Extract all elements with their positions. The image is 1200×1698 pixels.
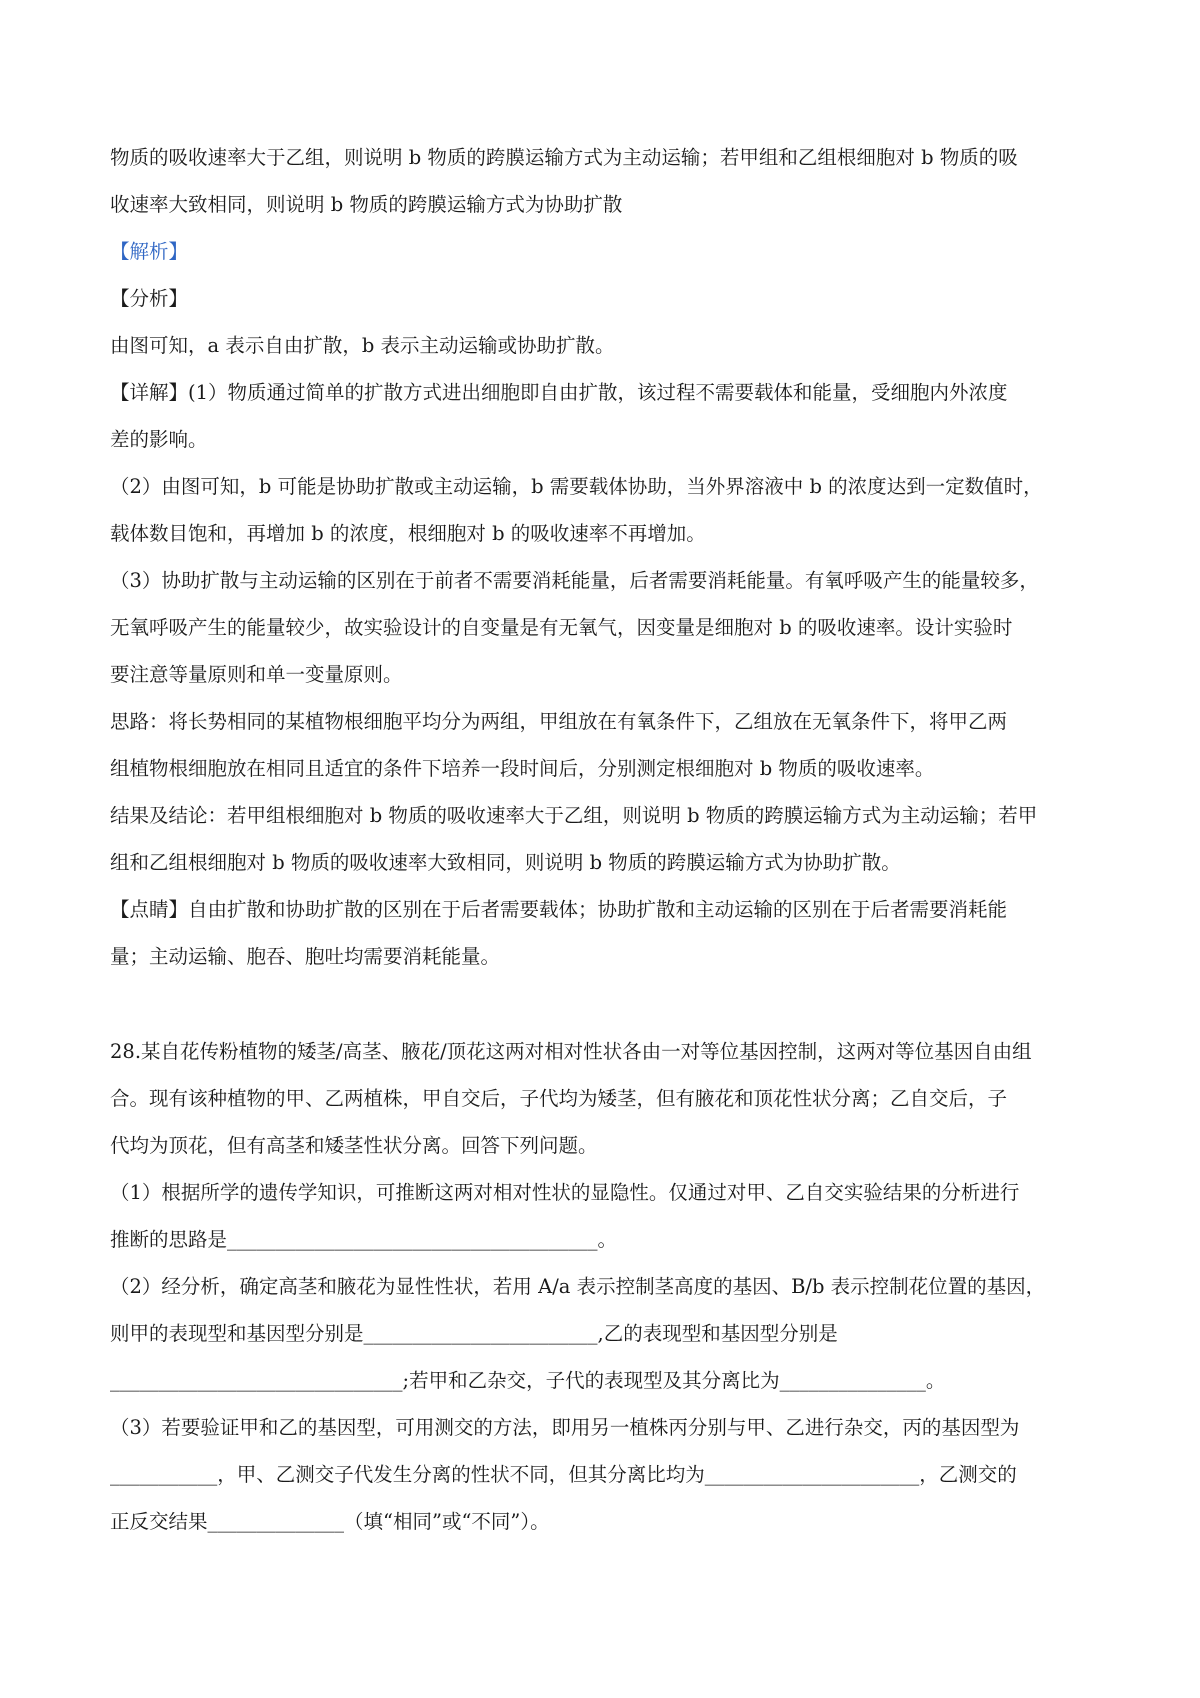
silu-line2: 组植物根细胞放在相同且适宜的条件下培养一段时间后，分别测定根细胞对 b 物质的吸收速率。 bbox=[110, 757, 935, 780]
q28-part3-line1: （3）若要验证甲和乙的基因型，可用测交的方法，即用另一植株丙分别与甲、乙进行杂交，丙的基因型为 bbox=[110, 1416, 1020, 1439]
xiangjie-part2-line2: 载体数目饱和，再增加 b 的浓度，根细胞对 b 的吸收速率不再增加。 bbox=[110, 522, 706, 545]
fenxi-heading: 【分析】 bbox=[110, 287, 189, 310]
xiangjie-part2-line1: （2）由图可知，b 可能是协助扩散或主动运输，b 需要载体协助，当外界溶液中 b 的浓度达到一定数值时， bbox=[110, 475, 1043, 498]
fenxi-text: 由图可知，a 表示自由扩散，b 表示主动运输或协助扩散。 bbox=[110, 334, 615, 357]
q28-stem-line3: 代均为顶花，但有高茎和矮茎性状分离。回答下列问题。 bbox=[110, 1134, 598, 1157]
xiangjie-part1-line1: 【详解】(1）物质通过简单的扩散方式进出细胞即自由扩散，该过程不需要载体和能量，受细胞内外浓度 bbox=[110, 381, 1008, 404]
dianjing-line2: 量；主动运输、胞吞、胞吐均需要消耗能量。 bbox=[110, 945, 501, 968]
answer-continuation-line-1: 物质的吸收速率大于乙组，则说明 b 物质的跨膜运输方式为主动运输；若甲组和乙组根细胞对 b 物质的吸 bbox=[110, 146, 1018, 169]
q28-part3-line3: 正反交结果______________（填“相同”或“不同”）。 bbox=[110, 1510, 550, 1533]
xiangjie-part3-line3: 要注意等量原则和单一变量原则。 bbox=[110, 663, 403, 686]
dianjing-line1: 【点睛】自由扩散和协助扩散的区别在于后者需要载体；协助扩散和主动运输的区别在于后者需要消耗能 bbox=[110, 898, 1008, 921]
answer-continuation-line-2: 收速率大致相同，则说明 b 物质的跨膜运输方式为协助扩散 bbox=[110, 193, 623, 216]
q28-part2-line1: （2）经分析，确定高茎和腋花为显性性状，若用 A/a 表示控制茎高度的基因、B/b 表示控制花位置的基因， bbox=[110, 1275, 1046, 1298]
q28-part3-line2: ___________，甲、乙测交子代发生分离的性状不同，但其分离比均为______________________，乙测交的 bbox=[110, 1463, 1017, 1486]
jiexi-heading: 【解析】 bbox=[110, 240, 189, 263]
jieguo-line2: 组和乙组根细胞对 b 物质的吸收速率大致相同，则说明 b 物质的跨膜运输方式为协助扩散。 bbox=[110, 851, 901, 874]
xiangjie-part3-line2: 无氧呼吸产生的能量较少，故实验设计的自变量是有无氧气，因变量是细胞对 b 的吸收速率。设计实验时 bbox=[110, 616, 1013, 639]
jieguo-line1: 结果及结论：若甲组根细胞对 b 物质的吸收速率大于乙组，则说明 b 物质的跨膜运输方式为主动运输；若甲 bbox=[110, 804, 1038, 827]
q28-stem-line1: 28.某自花传粉植物的矮茎/高茎、腋花/顶花这两对相对性状各由一对等位基因控制，这两对等位基因自由组 bbox=[110, 1040, 1032, 1063]
xiangjie-part3-line1: （3）协助扩散与主动运输的区别在于前者不需要消耗能量，后者需要消耗能量。有氧呼吸产生的能量较多， bbox=[110, 569, 1039, 592]
q28-part1-line1: （1）根据所学的遗传学知识，可推断这两对相对性状的显隐性。仅通过对甲、乙自交实验结果的分析进行 bbox=[110, 1181, 1020, 1204]
silu-line1: 思路：将长势相同的某植物根细胞平均分为两组，甲组放在有氧条件下，乙组放在无氧条件下，将甲乙两 bbox=[110, 710, 1008, 733]
q28-stem-line2: 合。现有该种植物的甲、乙两植株，甲自交后，子代均为矮茎，但有腋花和顶花性状分离；乙自交后，子 bbox=[110, 1087, 1008, 1110]
q28-part2-line3: ______________________________;若甲和乙杂交，子代的表现型及其分离比为_______________。 bbox=[110, 1369, 946, 1392]
q28-part2-line2: 则甲的表现型和基因型分别是________________________,乙的表现型和基因型分别是 bbox=[110, 1322, 838, 1345]
q28-part1-line2: 推断的思路是______________________________________。 bbox=[110, 1228, 618, 1251]
xiangjie-part1-line2: 差的影响。 bbox=[110, 428, 208, 451]
